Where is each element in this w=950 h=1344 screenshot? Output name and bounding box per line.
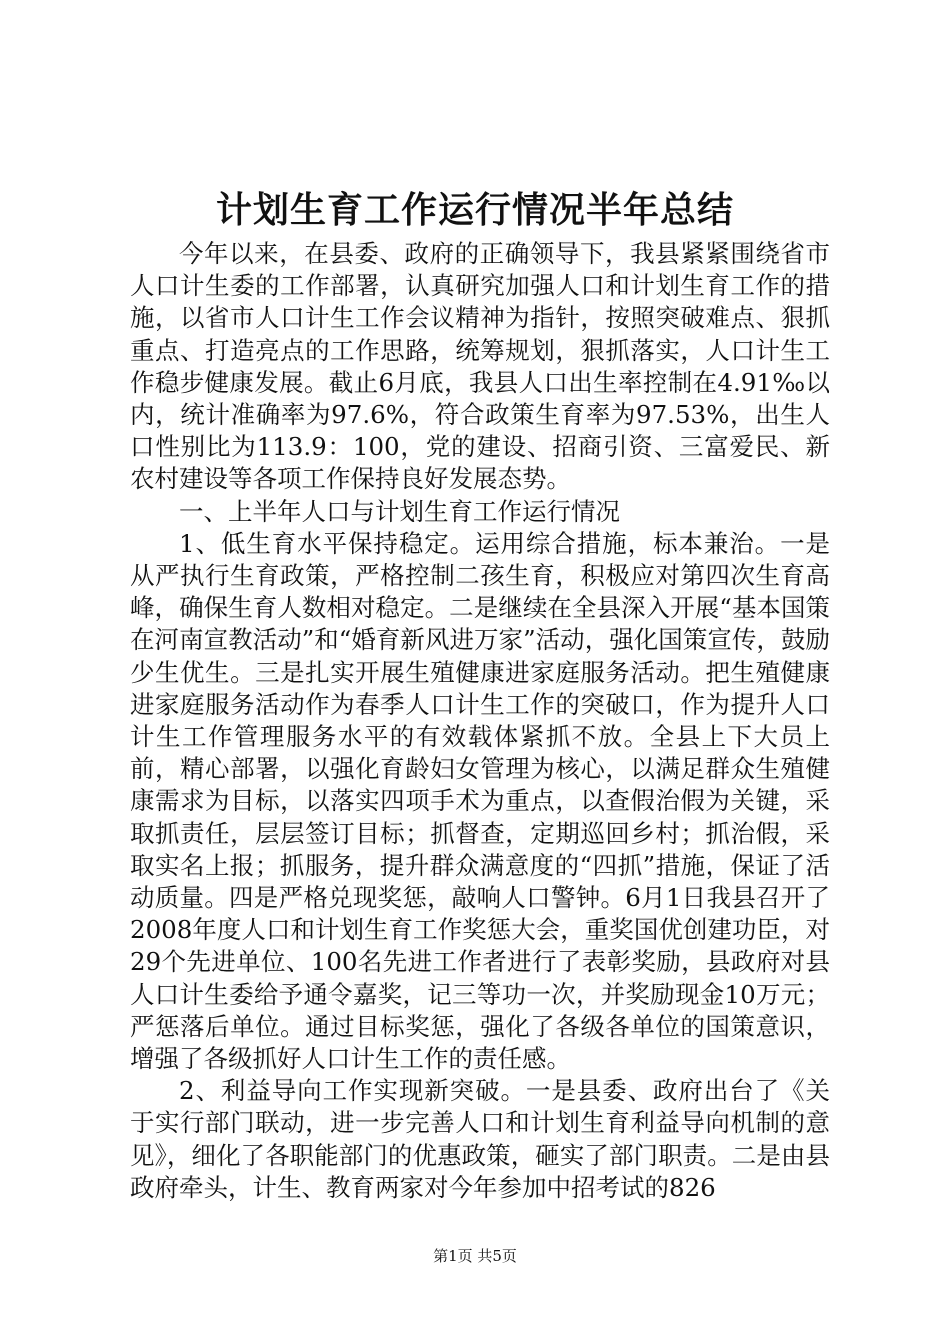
page-number: 第1页 共5页 (433, 1247, 517, 1265)
paragraph-item-1: 1、低生育水平保持稳定。运用综合措施，标本兼治。一是从严执行生育政策，严格控制二孩生育，积极应对第四次生育高峰，确保生育人数相对稳定。二是继续在全县深入开展“基本国策在河南宣教活动”和“婚育新风进万家”活动，强化国策宣传，鼓励少生优生。三是扎实开展生殖健康进家庭服务活动。把生殖健康进家庭服务活动作为春季人口计生工作的突破口，作为提升人口计生工作管理服务水平的有效载体紧抓不放。全县上下大员上前，精心部署，以强化育龄妇女管理为核心，以满足群众生殖健康需求为目标，以落实四项手术为重点，以查假治假为关键，采取抓责任，层层签订目标；抓督查，定期巡回乡村；抓治假，采取实名上报；抓服务，提升群众满意度的“四抓”措施，保证了活动质量。四是严格兑现奖惩，敲响人口警钟。6月1日我县召开了2008年度人口和计划生育工作奖惩大会，重奖国优创建功臣，对29个先进单位、100名先进工作者进行了表彰奖励，县政府对县人口计生委给予通令嘉奖，记三等功一次，并奖励现金10万元；严惩落后单位。通过目标奖惩，强化了各级各单位的国策意识，增强了各级抓好人口计生工作的责任感。 (130, 528, 830, 1074)
section-heading: 一、上半年人口与计划生育工作运行情况 (179, 496, 620, 526)
document-body (130, 238, 830, 1204)
paragraph-item-2: 2、利益导向工作实现新突破。一是县委、政府出台了《关于实行部门联动，进一步完善人口和计划生育利益导向机制的意见》，细化了各职能部门的优惠政策，砸实了部门职责。二是由县政府牵头，计生、教育两家对今年参加中招考试的826 (130, 1076, 830, 1202)
intro-paragraph: 今年以来，在县委、政府的正确领导下，我县紧紧围绕省市人口计生委的工作部署，认真研究加强人口和计划生育工作的措施，以省市人口计生工作会议精神为指针，按照突破难点、狠抓重点、打造亮点的工作思路，统筹规划，狠抓落实，人口计生工作稳步健康发展。截止6月底，我县人口出生率控制在4.91‰以内，统计准确率为97.6%，符合政策生育率为97.53%，出生人口性别比为113.9：100，党的建设、招商引资、三富爱民、新农村建设等各项工作保持良好发展态势。 (130, 239, 830, 494)
document-title: 计划生育工作运行情况半年总结 (215, 189, 734, 231)
